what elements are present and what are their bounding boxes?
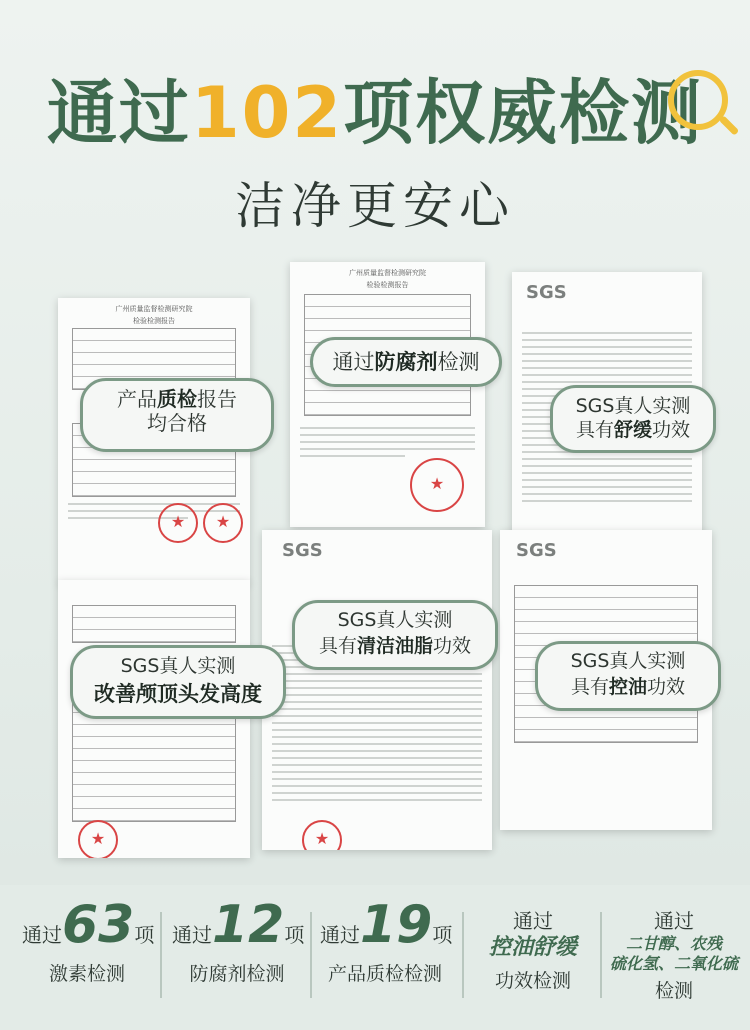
callout-text: 具有 xyxy=(570,676,609,698)
callout-strong: 舒缓 xyxy=(613,419,652,441)
stat-efficacy xyxy=(468,905,598,993)
stat-label: 检测 xyxy=(654,980,693,1002)
callout-text: SGS真人实测 xyxy=(570,650,686,672)
callout-text: 具有 xyxy=(318,635,357,657)
sgs-oil-cleaning-report-document xyxy=(262,530,492,850)
callout-strong: 清洁油脂 xyxy=(356,635,433,657)
callout-text: 产品 xyxy=(117,387,157,411)
headline-suffix: 项权威检测 xyxy=(343,72,704,154)
sgs-logo: SGS xyxy=(516,540,557,561)
stat-label: 功效检测 xyxy=(494,970,571,992)
stat-highlight: 硫化氢、二氧化硫 xyxy=(609,954,738,973)
stat-suffix: 项 xyxy=(134,923,155,947)
preservative-report-document xyxy=(290,262,485,527)
callout-text: 具有 xyxy=(575,419,614,441)
stat-highlight: 二甘醇、农残 xyxy=(625,934,722,953)
callout-text: 均合格 xyxy=(147,411,207,435)
doc-title-2: 检验检测报告 xyxy=(133,317,175,325)
headline-prefix: 通过 xyxy=(46,72,191,154)
callout-text: 功效 xyxy=(647,676,686,698)
callout-text: 功效 xyxy=(652,419,691,441)
stat-prefix: 通过 xyxy=(513,909,553,933)
stat-number: 19 xyxy=(360,895,433,955)
sgs-logo: SGS xyxy=(526,282,567,303)
stat-suffix: 项 xyxy=(284,923,305,947)
stat-label: 产品质检检测 xyxy=(327,963,442,985)
callout-text: 通过 xyxy=(332,350,375,374)
stat-number: 63 xyxy=(62,895,135,955)
stat-prefix: 通过 xyxy=(654,909,694,933)
red-stamp-icon: ★ xyxy=(78,820,118,858)
callout-text: SGS真人实测 xyxy=(575,395,691,417)
divider xyxy=(462,912,464,998)
subtitle: 洁净更安心 xyxy=(235,177,515,235)
red-stamp-icon: ★ xyxy=(302,820,342,850)
stat-contaminants xyxy=(606,905,742,1003)
callout-text: SGS真人实测 xyxy=(120,655,236,677)
callout-strong: 控油 xyxy=(608,676,647,698)
callout-text: 检测 xyxy=(437,350,480,374)
stat-label: 激素检测 xyxy=(48,963,125,985)
divider xyxy=(310,912,312,998)
callout-strong: 改善颅顶头发高度 xyxy=(94,682,262,706)
callout-strong: 质检 xyxy=(157,387,197,411)
stat-highlight: 控油舒缓 xyxy=(488,935,577,960)
doc-title: 广州质量监督检测研究院 xyxy=(349,269,426,277)
doc-title: 广州质量监督检测研究院 xyxy=(115,305,193,313)
stat-hormone xyxy=(22,895,155,986)
stat-number: 12 xyxy=(212,895,285,955)
magnifier-icon xyxy=(668,70,728,130)
callout-oil-control xyxy=(535,641,721,711)
hair-height-report-document xyxy=(58,580,250,858)
red-stamp-icon: ★ xyxy=(410,458,464,512)
callout-quality xyxy=(80,378,274,452)
doc-title-2: 检验检测报告 xyxy=(366,281,409,289)
divider xyxy=(600,912,602,998)
callout-oil-cleaning xyxy=(292,600,498,670)
stat-prefix: 通过 xyxy=(320,923,360,947)
headline-number: 102 xyxy=(190,72,344,154)
callout-preservative xyxy=(310,337,502,387)
callout-text: 功效 xyxy=(433,635,472,657)
red-stamp-icon: ★ xyxy=(158,503,198,543)
stat-label: 防腐剂检测 xyxy=(189,963,285,985)
divider xyxy=(160,912,162,998)
stat-suffix: 项 xyxy=(432,923,453,947)
red-stamp-icon: ★ xyxy=(203,503,243,543)
callout-text: SGS真人实测 xyxy=(337,609,453,631)
callout-hair-height xyxy=(70,645,286,719)
callout-soothing xyxy=(550,385,716,453)
stat-preservative xyxy=(172,895,305,986)
stat-prefix: 通过 xyxy=(22,923,62,947)
callout-text: 报告 xyxy=(197,387,237,411)
stat-quality xyxy=(320,895,453,986)
callout-strong: 防腐剂 xyxy=(374,350,438,374)
sgs-logo: SGS xyxy=(282,540,323,561)
headline xyxy=(0,68,750,158)
stat-prefix: 通过 xyxy=(172,923,212,947)
